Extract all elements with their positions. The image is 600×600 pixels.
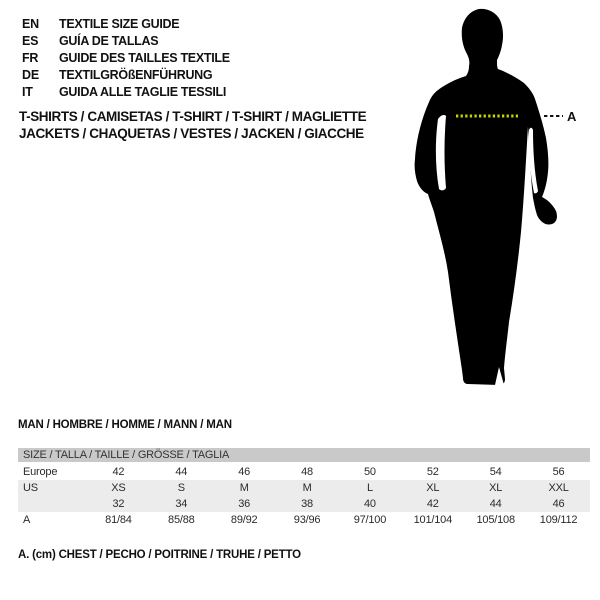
size-value-cell: M bbox=[302, 482, 312, 494]
category-list bbox=[19, 109, 366, 143]
size-value-cell: 101/104 bbox=[413, 514, 452, 526]
size-value-cell: M bbox=[239, 482, 249, 494]
category-line: T-SHIRTS / CAMISETAS / T-SHIRT / T-SHIRT / MAGLIETTE bbox=[19, 109, 367, 124]
size-table-row bbox=[18, 512, 590, 528]
size-value-cell: XS bbox=[111, 482, 126, 494]
size-table-body bbox=[18, 464, 590, 528]
language-list bbox=[22, 16, 230, 100]
size-value-cell: XXL bbox=[548, 482, 569, 494]
size-table-row bbox=[18, 496, 590, 512]
size-value-cell: 36 bbox=[238, 498, 251, 510]
size-value-cell: 105/108 bbox=[476, 514, 515, 526]
size-value-cell: 34 bbox=[175, 498, 188, 510]
size-value-cell: 42 bbox=[426, 498, 439, 510]
size-value-cell: 85/88 bbox=[168, 514, 195, 526]
size-row-label: A bbox=[23, 514, 31, 526]
size-value-cell: 93/96 bbox=[293, 514, 321, 526]
measure-label-a: A bbox=[567, 109, 577, 124]
size-value-cell: 56 bbox=[552, 466, 565, 478]
measurement-footnote: A. (cm) CHEST / PECHO / POITRINE / TRUHE / PETTO bbox=[18, 549, 301, 561]
size-value-cell: L bbox=[366, 482, 373, 494]
size-table-header: SIZE / TALLA / TAILLE / GRÖSSE / TAGLIA bbox=[18, 448, 590, 462]
size-value-cell: S bbox=[177, 482, 185, 494]
language-row bbox=[22, 83, 230, 100]
size-value-cell: 97/100 bbox=[353, 514, 387, 526]
language-row bbox=[22, 50, 230, 67]
size-value-cell: 50 bbox=[364, 466, 376, 478]
size-value-cell: 46 bbox=[238, 466, 251, 478]
language-code: EN bbox=[22, 17, 39, 32]
language-label: GUIDA ALLE TAGLIE TESSILI bbox=[59, 84, 227, 99]
size-row-label: US bbox=[23, 482, 38, 494]
man-silhouette bbox=[415, 9, 557, 385]
size-value-cell: 40 bbox=[364, 498, 376, 510]
size-value-cell: 81/84 bbox=[105, 514, 132, 526]
size-value-cell: 48 bbox=[301, 466, 313, 478]
size-value-cell: 38 bbox=[301, 498, 313, 510]
language-code: ES bbox=[22, 34, 39, 49]
man-silhouette-figure bbox=[400, 0, 600, 400]
size-value-cell: 44 bbox=[175, 466, 188, 478]
language-row bbox=[22, 16, 230, 33]
language-label: GUÍA DE TALLAS bbox=[59, 34, 159, 49]
size-value-cell: XL bbox=[489, 482, 503, 494]
size-table-row bbox=[18, 480, 590, 496]
language-label: TEXTILGRÖßENFÜHRUNG bbox=[59, 67, 213, 82]
language-code: IT bbox=[22, 84, 33, 99]
language-row bbox=[22, 33, 230, 50]
section-title: MAN / HOMBRE / HOMME / MANN / MAN bbox=[18, 419, 232, 431]
language-row bbox=[22, 66, 230, 83]
size-value-cell: 44 bbox=[489, 498, 502, 510]
size-row-label: Europe bbox=[23, 466, 58, 478]
size-value-cell: 32 bbox=[112, 498, 125, 510]
language-code: FR bbox=[22, 50, 39, 65]
size-value-cell: XL bbox=[426, 482, 440, 494]
size-value-cell: 42 bbox=[112, 466, 125, 478]
language-label: GUIDE DES TAILLES TEXTILE bbox=[59, 50, 230, 65]
size-value-cell: 54 bbox=[489, 466, 502, 478]
size-value-cell: 89/92 bbox=[230, 514, 258, 526]
size-value-cell: 109/112 bbox=[539, 514, 578, 526]
size-value-cell: 52 bbox=[426, 466, 439, 478]
language-code: DE bbox=[22, 67, 39, 82]
size-value-cell: 46 bbox=[552, 498, 565, 510]
size-table bbox=[18, 448, 590, 528]
language-label: TEXTILE SIZE GUIDE bbox=[59, 17, 180, 32]
category-line: JACKETS / CHAQUETAS / VESTES / JACKEN / GIACCHE bbox=[19, 126, 364, 141]
size-table-row bbox=[18, 464, 590, 480]
